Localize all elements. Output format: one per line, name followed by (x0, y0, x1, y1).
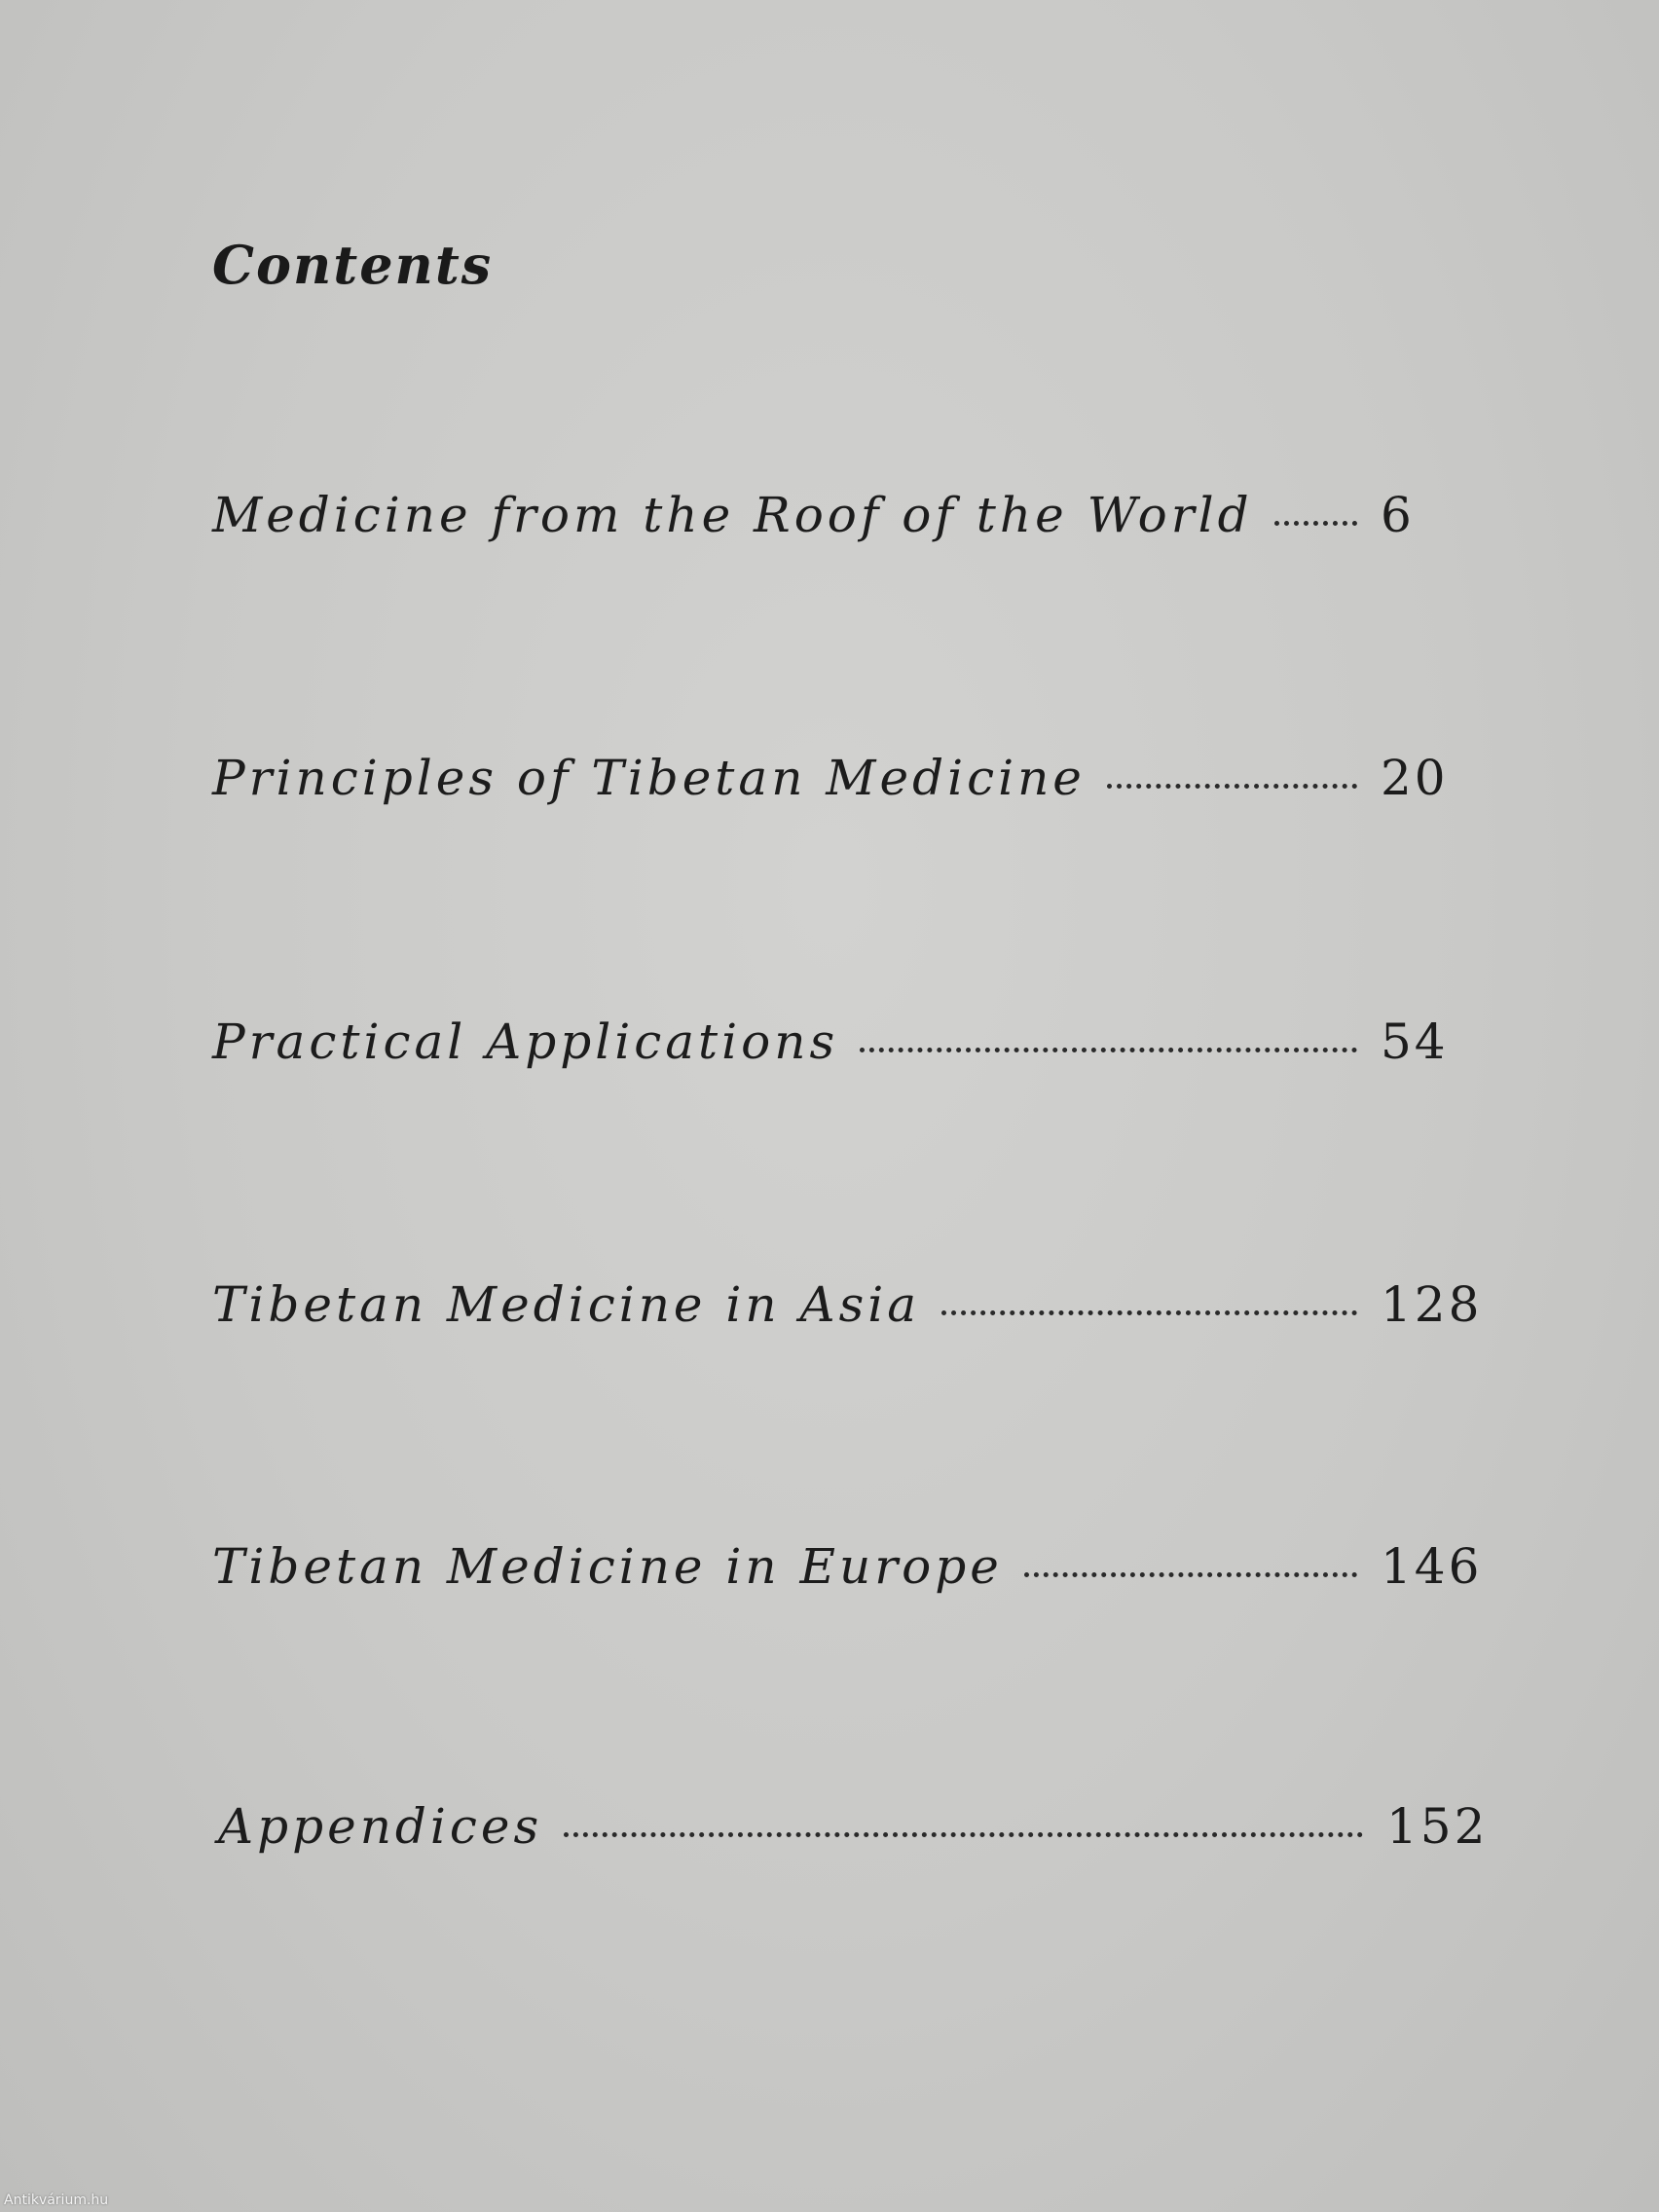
toc-entry (212, 1014, 1488, 1101)
toc-entry-page: 152 (1386, 1798, 1489, 1855)
dot-leader (564, 1832, 1363, 1837)
toc-entry-title: Practical Applications (212, 1014, 839, 1070)
contents-heading: Contents (212, 234, 494, 296)
toc-entry (212, 487, 1488, 574)
dot-leader (941, 1310, 1357, 1315)
toc-entry-page: 20 (1381, 750, 1449, 806)
toc-entry-title: Tibetan Medicine in Asia (212, 1276, 921, 1333)
toc-entry (212, 750, 1488, 837)
toc-entry-title: Medicine from the Roof of the World (212, 487, 1253, 543)
watermark: Antikvárium.hu (4, 2193, 109, 2208)
toc-entry-title: Tibetan Medicine in Europe (212, 1538, 1003, 1595)
toc-entry-page: 54 (1381, 1014, 1449, 1070)
dot-leader (1274, 521, 1357, 526)
table-of-contents (212, 0, 1488, 2212)
toc-entry-page: 128 (1381, 1276, 1483, 1333)
toc-entry (218, 1798, 1493, 1886)
toc-entry (212, 1538, 1488, 1626)
toc-entry-title: Principles of Tibetan Medicine (212, 750, 1086, 806)
dot-leader (1107, 784, 1357, 789)
dot-leader (1024, 1572, 1357, 1577)
toc-entry-page: 146 (1381, 1538, 1483, 1595)
dot-leader (860, 1048, 1357, 1052)
toc-entry-title: Appendices (218, 1798, 543, 1855)
toc-entry-page: 6 (1381, 487, 1415, 543)
toc-entry (212, 1276, 1488, 1364)
